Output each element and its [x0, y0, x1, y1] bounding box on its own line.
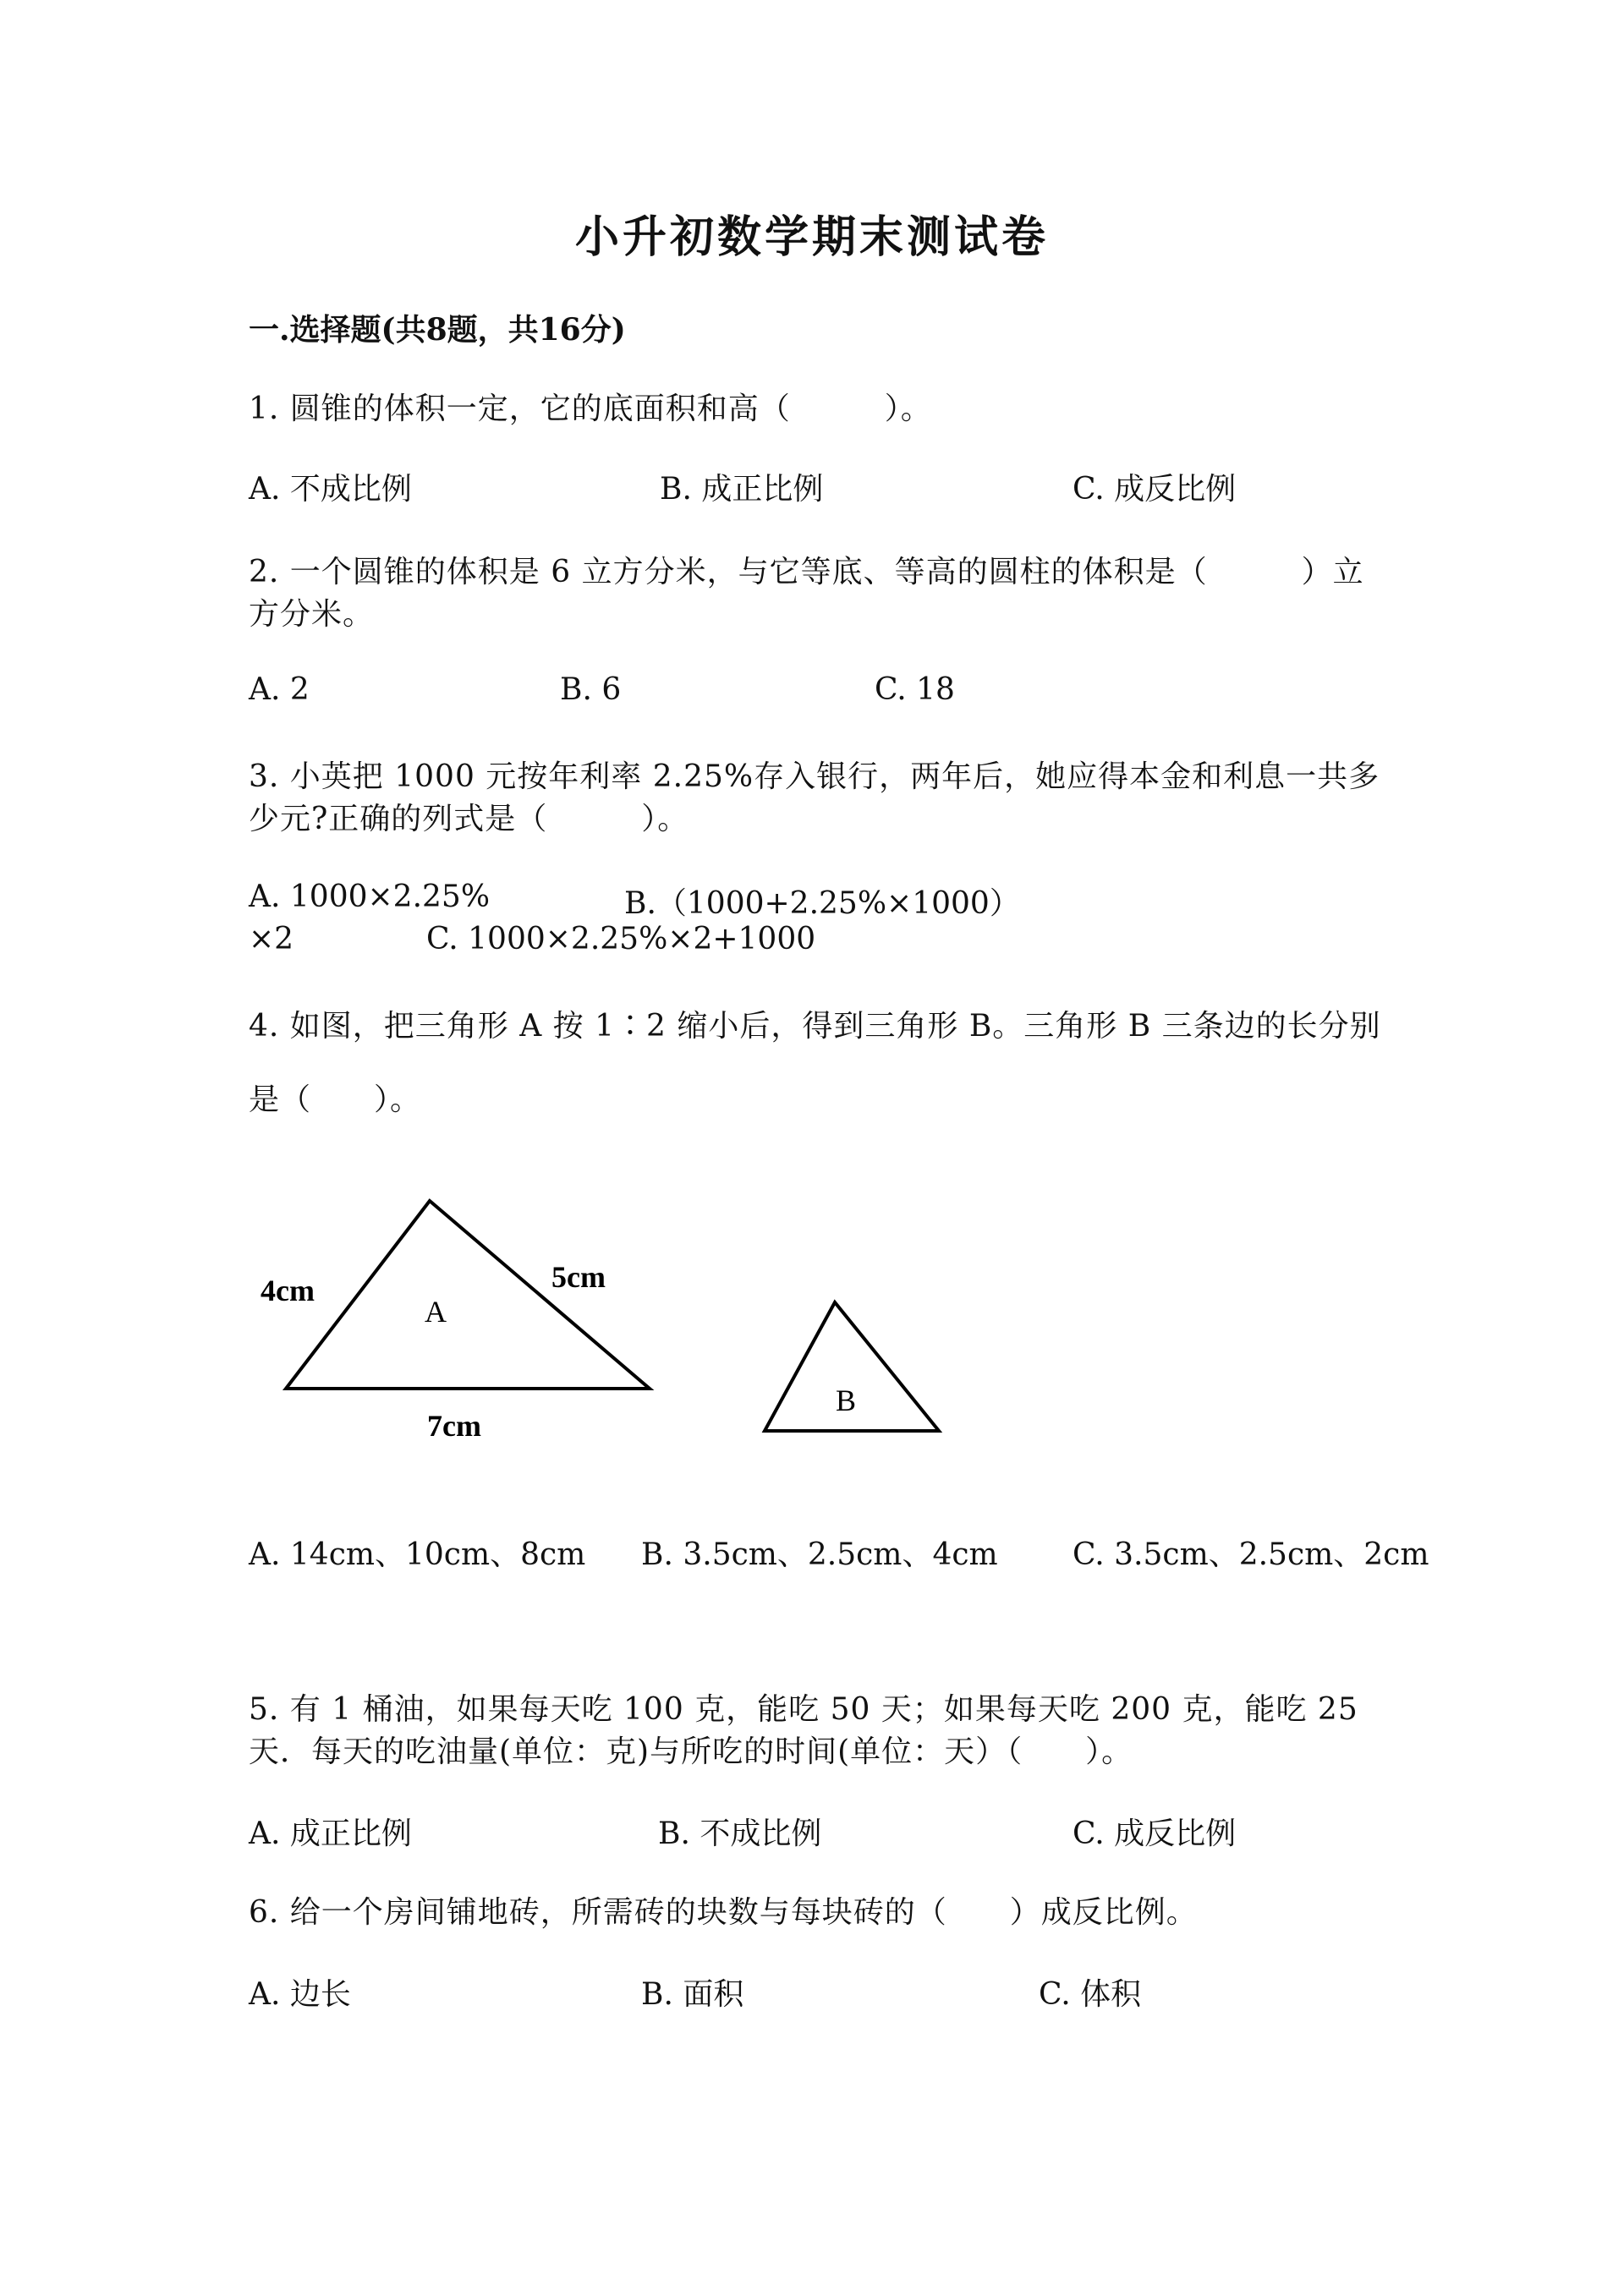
- question-1-option-a[interactable]: A. 不成比例: [249, 472, 412, 507]
- question-5-text-line-2: 天．每天的吃油量(单位：克)与所吃的时间(单位：天）（ ）。: [249, 1734, 1133, 1769]
- question-3-option-b-continued: ×2: [249, 922, 294, 956]
- side-left-label: 4cm: [261, 1274, 315, 1307]
- question-5-option-a[interactable]: A. 成正比例: [249, 1817, 412, 1851]
- question-6-option-a[interactable]: A. 边长: [249, 1977, 351, 2012]
- question-5-text-line-1: 5. 有 1 桶油，如果每天吃 100 克，能吃 50 天；如果每天吃 200 克，能吃 25: [249, 1692, 1358, 1727]
- question-6-option-c[interactable]: C. 体积: [1039, 1977, 1142, 2012]
- question-2-option-b[interactable]: B. 6: [560, 672, 622, 707]
- question-4-option-b[interactable]: B. 3.5cm、2.5cm、4cm: [641, 1537, 998, 1572]
- section-heading: 一.选择题(共8题，共16分): [249, 312, 626, 348]
- question-1-option-c[interactable]: C. 成反比例: [1073, 472, 1237, 507]
- question-2-option-c[interactable]: C. 18: [875, 672, 955, 707]
- question-5-option-b[interactable]: B. 不成比例: [658, 1817, 822, 1851]
- question-2-text-line-2: 方分米。: [249, 597, 375, 632]
- page-title: 小升初数学期末测试卷: [574, 211, 1049, 263]
- question-3-text-line-2: 少元?正确的列式是（ ）。: [249, 802, 689, 836]
- question-3-option-b[interactable]: B.（1000+2.25%×1000）: [624, 886, 1020, 921]
- question-4-option-c[interactable]: C. 3.5cm、2.5cm、2cm: [1073, 1537, 1429, 1572]
- question-2-text-line-1: 2. 一个圆锥的体积是 6 立方分米，与它等底、等高的圆柱的体积是（ ）立: [249, 555, 1364, 589]
- question-6-option-b[interactable]: B. 面积: [641, 1977, 744, 2012]
- question-4-text-line-2: 是（ ）。: [249, 1082, 422, 1117]
- question-6-text: 6. 给一个房间铺地砖，所需砖的块数与每块砖的（ ）成反比例。: [249, 1895, 1198, 1930]
- triangles-figure: [245, 1184, 956, 1463]
- question-2-option-a[interactable]: A. 2: [249, 672, 310, 707]
- question-4-option-a[interactable]: A. 14cm、10cm、8cm: [249, 1537, 586, 1572]
- side-bottom-label: 7cm: [427, 1409, 481, 1443]
- triangle-b-label: B: [836, 1384, 857, 1417]
- question-4-text-line-1: 4. 如图，把三角形 A 按 1∶2 缩小后，得到三角形 B。三角形 B 三条边的长分别: [249, 1009, 1381, 1044]
- question-5-option-c[interactable]: C. 成反比例: [1073, 1817, 1237, 1851]
- question-1-text: 1. 圆锥的体积一定，它的底面积和高（ ）。: [249, 392, 932, 426]
- triangle-a: [286, 1201, 650, 1389]
- question-3-text-line-1: 3. 小英把 1000 元按年利率 2.25%存入银行，两年后，她应得本金和利息一共多: [249, 759, 1380, 794]
- side-right-label: 5cm: [551, 1260, 606, 1294]
- triangle-a-label: A: [425, 1295, 447, 1329]
- question-3-option-c[interactable]: C. 1000×2.25%×2+1000: [426, 922, 816, 956]
- question-1-option-b[interactable]: B. 成正比例: [660, 472, 824, 507]
- question-3-option-a[interactable]: A. 1000×2.25%: [249, 879, 491, 914]
